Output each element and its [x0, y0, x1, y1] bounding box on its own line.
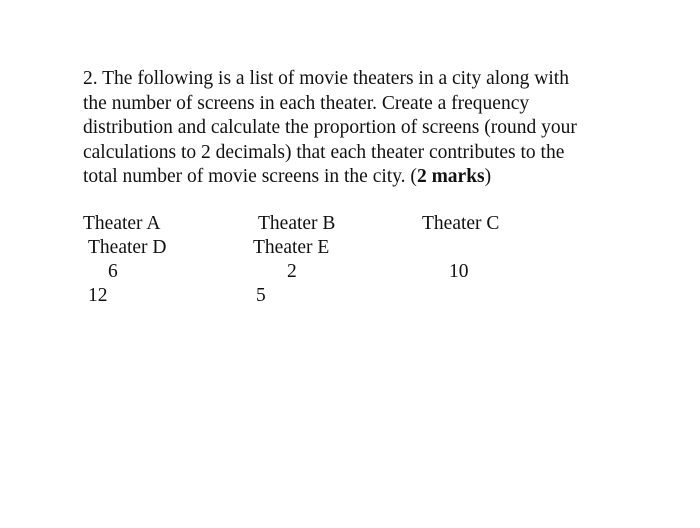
question-line-3: distribution and calculate the proportion of screens (round your	[83, 117, 577, 138]
question-line-4: calculations to 2 decimals) that each theater contributes to the	[83, 141, 565, 163]
question-line-5-prefix: total number of movie screens in the city. (	[83, 166, 417, 187]
screens-e: 5	[256, 285, 266, 306]
question-line-5	[83, 165, 643, 190]
marks-label: 2 marks	[416, 166, 485, 187]
screens-a: 6	[108, 261, 118, 282]
question-line-5-suffix: )	[484, 166, 492, 187]
question-text	[83, 67, 643, 190]
theater-name-d: Theater D	[88, 237, 167, 258]
theater-name-c: Theater C	[422, 213, 500, 234]
question-line-1: 2. The following is a list of movie theaters in a city along with	[83, 68, 569, 89]
screens-c: 10	[449, 261, 469, 282]
screens-b: 2	[287, 261, 297, 282]
theater-name-a: Theater A	[83, 213, 161, 234]
screens-d: 12	[88, 285, 108, 306]
theater-name-e: Theater E	[253, 237, 330, 258]
theater-name-b: Theater B	[258, 213, 336, 234]
question-line-2: the number of screens in each theater. Create a frequency	[83, 92, 530, 114]
